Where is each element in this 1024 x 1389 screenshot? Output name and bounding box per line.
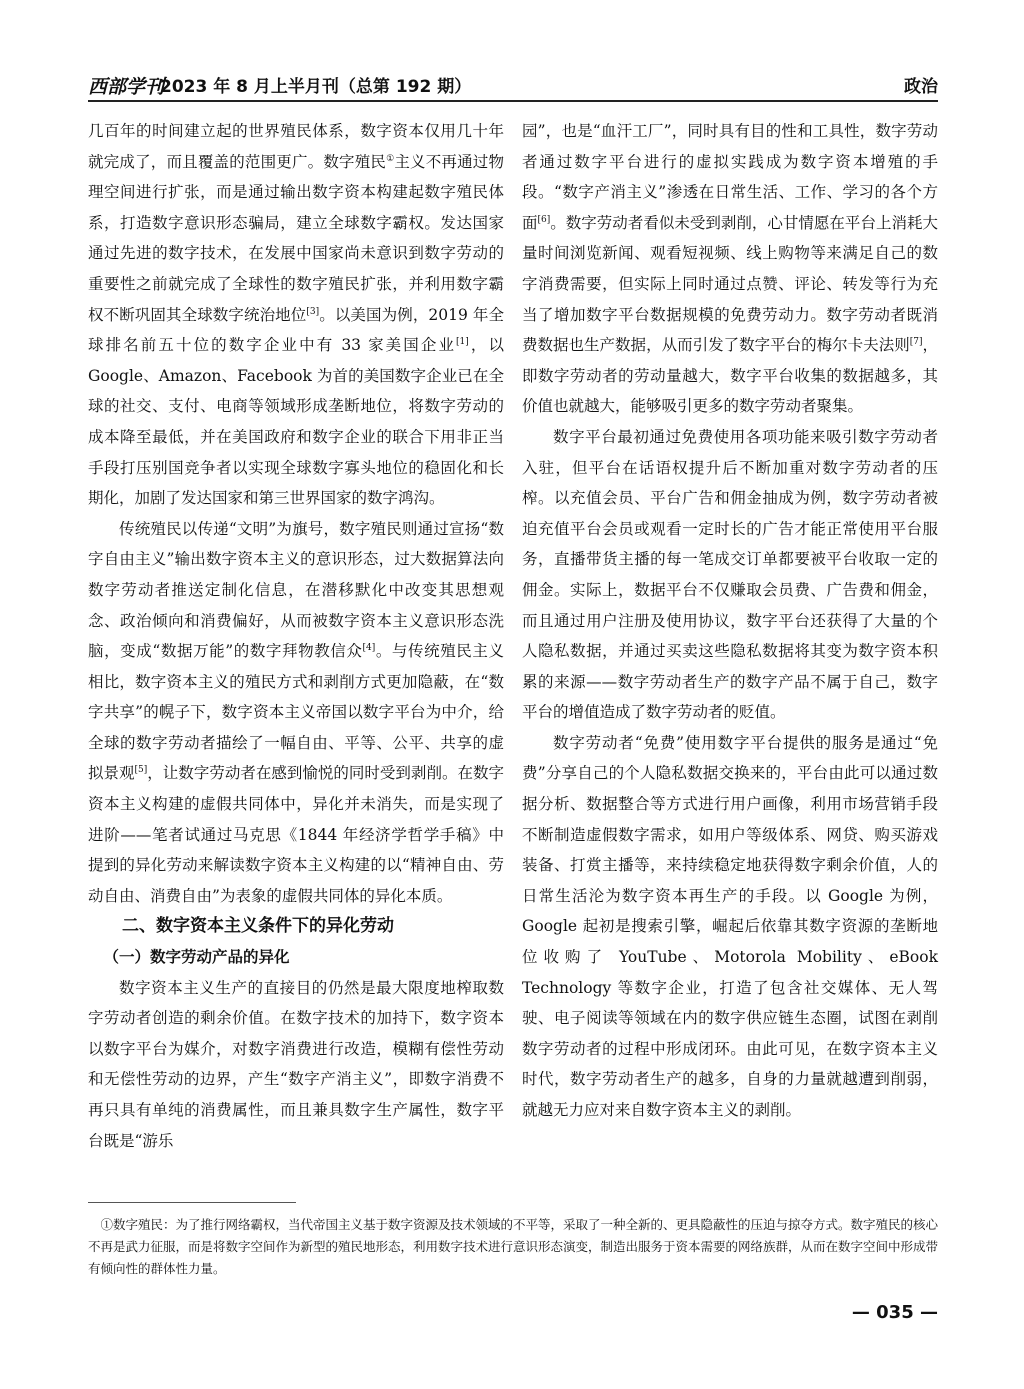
journal-logo: 西部学刊 xyxy=(88,76,165,98)
footnote-rule xyxy=(88,1202,296,1203)
running-header xyxy=(88,70,938,98)
left-paragraph-1: 几百年的时间建立起的世界殖民体系，数字资本仅用几十年就完成了，而且覆盖的范围更广。数字殖民①主义不再通过物理空间进行扩张，而是通过输出数字资本构建起数字殖民体系，打造数字意识形态骗局，建立全球数字霸权。发达国家通过先进的数字技术，在发展中国家尚未意识到数字劳动的重要性之前就完成了全球性的数字殖民扩张，并利用数字霸权不断巩固其全球数字统治地位[3]。以美国为例，2019 年全球排名前五十位的数字企业中有 33 家美国企业[1]，以 Google、Amazon、Facebook 为首的美国数字企业已在全球的社交、支付、电商等领域形成垄断地位，将数字劳动的成本降至最低，并在美国政府和数字企业的联合下用非正当手段打压别国竞争者以实现全球数字寡头地位的稳固化和长期化，加剧了发达国家和第三世界国家的数字鸿沟。 xyxy=(88,122,504,508)
citation: [3] xyxy=(306,306,320,317)
header-rule xyxy=(88,100,938,102)
left-paragraph-2: 传统殖民以传递“文明”为旗号，数字殖民则通过宣扬“数字自由主义”输出数字资本主义的意识形态，过大数据算法向数字劳动者推送定制化信息，在潜移默化中改变其思想观念、政治倾向和消费偏好，从而被数字资本主义意识形态洗脑，变成“数据万能”的数字拜物教信众[4]。与传统殖民主义相比，数字资本主义的殖民方式和剥削方式更加隐蔽，在“数字共享”的幌子下，数字资本主义帝国以数字平台为中介，给全球的数字劳动者描绘了一幅自由、平等、公平、共享的虚拟景观[5]，让数字劳动者在感到愉悦的同时受到剥削。在数字资本主义构建的虚假共同体中，异化并未消失，而是实现了进阶——笔者试通过马克思《1844 年经济学哲学手稿》中提到的异化劳动来解读数字资本主义构建的以“精神自由、劳动自由、消费自由”为表象的虚假共同体的异化本质。 xyxy=(88,519,504,905)
citation: [4] xyxy=(362,642,376,653)
right-paragraph-1: 园”，也是“血汗工厂”，同时具有目的性和工具性，数字劳动者通过数字平台进行的虚拟实践成为数字资本增殖的手段。“数字产消主义”渗透在日常生活、工作、学习的各个方面[6]。数字劳动者看似未受到剥削，心甘情愿在平台上消耗大量时间浏览新闻、观看短视频、线上购物等来满足自己的数字消费需要，但实际上同时通过点赞、评论、转发等行为充当了增加数字平台数据规模的免费劳动力。数字劳动者既消费数据也生产数据，从而引发了数字平台的梅尔卡夫法则[7]，即数字劳动者的劳动量越大，数字平台收集的数据越多，其价值也就越大，能够吸引更多的数字劳动者聚集。 xyxy=(522,122,938,416)
right-column xyxy=(522,116,938,1126)
left-paragraph-3: 数字资本主义生产的直接目的仍然是最大限度地榨取数字劳动者创造的剩余价值。在数字技术的加持下，数字资本以数字平台为媒介，对数字消费进行改造，模糊有偿性劳动和无偿性劳动的边界，产生“数字产消主义”，即数字消费不再只具有单纯的消费属性，而且兼具数字生产属性，数字平台既是“游乐 xyxy=(88,978,504,1150)
footnote-ref[interactable]: ① xyxy=(386,153,395,164)
right-paragraph-2: 数字平台最初通过免费使用各项功能来吸引数字劳动者入驻，但平台在话语权提升后不断加重对数字劳动者的压榨。以充值会员、平台广告和佣金抽成为例，数字劳动者被迫充值平台会员或观看一定时长的广告才能正常使用平台服务，直播带货主播的每一笔成交订单都要被平台收取一定的佣金。实际上，数据平台不仅赚取会员费、广告费和佣金，而且通过用户注册及使用协议，数字平台还获得了大量的个人隐私数据，并通过买卖这些隐私数据将其变为数字资本积累的来源——数字劳动者生产的数字产品不属于自己，数字平台的增值造成了数字劳动者的贬值。 xyxy=(522,427,938,722)
citation: [1] xyxy=(456,337,469,347)
section-heading: 二、数字资本主义条件下的异化劳动 xyxy=(122,916,394,937)
citation: [7] xyxy=(909,337,923,347)
section-label: 政治 xyxy=(904,77,938,97)
left-column xyxy=(88,116,504,1156)
issue-info: 2023 年 8 月上半月刊（总第 192 期） xyxy=(160,77,472,97)
footnote xyxy=(88,1214,938,1280)
subsection-heading: （一）数字劳动产品的异化 xyxy=(103,948,290,967)
citation: [5] xyxy=(134,765,148,776)
footnote-text: ①数字殖民：为了推行网络霸权，当代帝国主义基于数字资源及技术领域的不平等，采取了一种全新的、更具隐蔽性的压迫与掠夺方式。数字殖民的核心不再是武力征服，而是将数字空间作为新型的殖民地形态，利用数字技术进行意识形态演变，制造出服务于资本需要的网络族群，从而在数字空间中形成带有倾向性的群体性力量。 xyxy=(88,1217,939,1276)
page-number: — 035 — xyxy=(851,1302,938,1323)
citation: [6] xyxy=(537,214,551,225)
right-paragraph-3: 数字劳动者“免费”使用数字平台提供的服务是通过“免费”分享自己的个人隐私数据交换来的，平台由此可以通过数据分析、数据整合等方式进行用户画像，利用市场营销手段不断制造虚假数字需求，如用户等级体系、网贷、购买游戏装备、打赏主播等，来持续稳定地获得数字剩余价值，人的日常生活沦为数字资本再生产的手段。以 Google 为例，Google 起初是搜索引擎，崛起后依靠其数字资源的垄断地位收购了 YouTube、Motorola Mobility、eBook Technology 等数字企业，打造了包含社交媒体、无人驾驶、电子阅读等领域在内的数字供应链生态圈，试图在剥削数字劳动者的过程中形成闭环。由此可见，在数字资本主义时代，数字劳动者生产的越多，自身的力量就越遭到削弱，就越无力应对来自数字资本主义的剥削。 xyxy=(522,733,938,1119)
